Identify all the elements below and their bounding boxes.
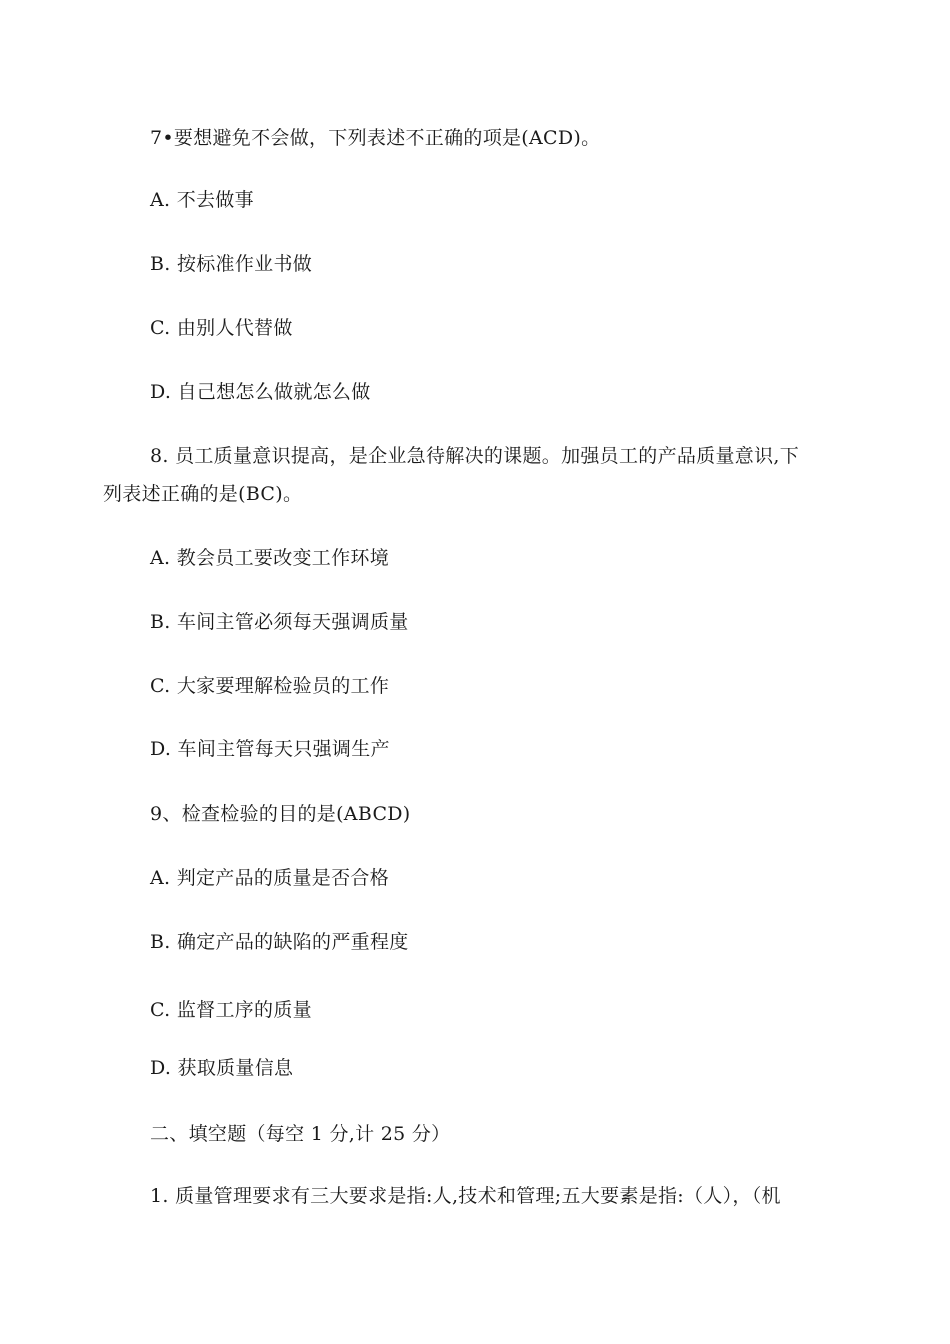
question-8-option-a: A. 教会员工要改变工作环境	[150, 547, 390, 569]
question-8-option-d: D. 车间主管每天只强调生产	[150, 738, 390, 760]
question-8-option-c: C. 大家要理解检验员的工作	[150, 675, 390, 697]
question-9-option-d: D. 获取质量信息	[150, 1057, 294, 1079]
question-7-option-c: C. 由别人代替做	[150, 317, 293, 339]
fill-blank-question-1: 1. 质量管理要求有三大要求是指:人,技术和管理;五大要素是指:（人），（机	[150, 1185, 781, 1207]
question-7-stem: 7•要想避免不会做，下列表述不正确的项是(ACD)。	[150, 127, 601, 149]
question-9-stem: 9、检查检验的目的是(ABCD)	[150, 803, 411, 825]
question-8-stem-line2: 列表述正确的是(BC)。	[103, 483, 303, 505]
section-2-heading: 二、填空题（每空 1 分,计 25 分）	[150, 1123, 451, 1145]
question-7-option-b: B. 按标准作业书做	[150, 253, 313, 275]
question-8-option-b: B. 车间主管必须每天强调质量	[150, 611, 409, 633]
question-8-stem-line1: 8. 员工质量意识提高，是企业急待解决的课题。加强员工的产品质量意识,下	[150, 445, 800, 467]
question-9-option-a: A. 判定产品的质量是否合格	[150, 867, 390, 889]
question-7-option-d: D. 自己想怎么做就怎么做	[150, 381, 371, 403]
question-9-option-c: C. 监督工序的质量	[150, 999, 312, 1021]
question-9-option-b: B. 确定产品的缺陷的严重程度	[150, 931, 409, 953]
question-7-option-a: A. 不去做事	[150, 189, 254, 211]
